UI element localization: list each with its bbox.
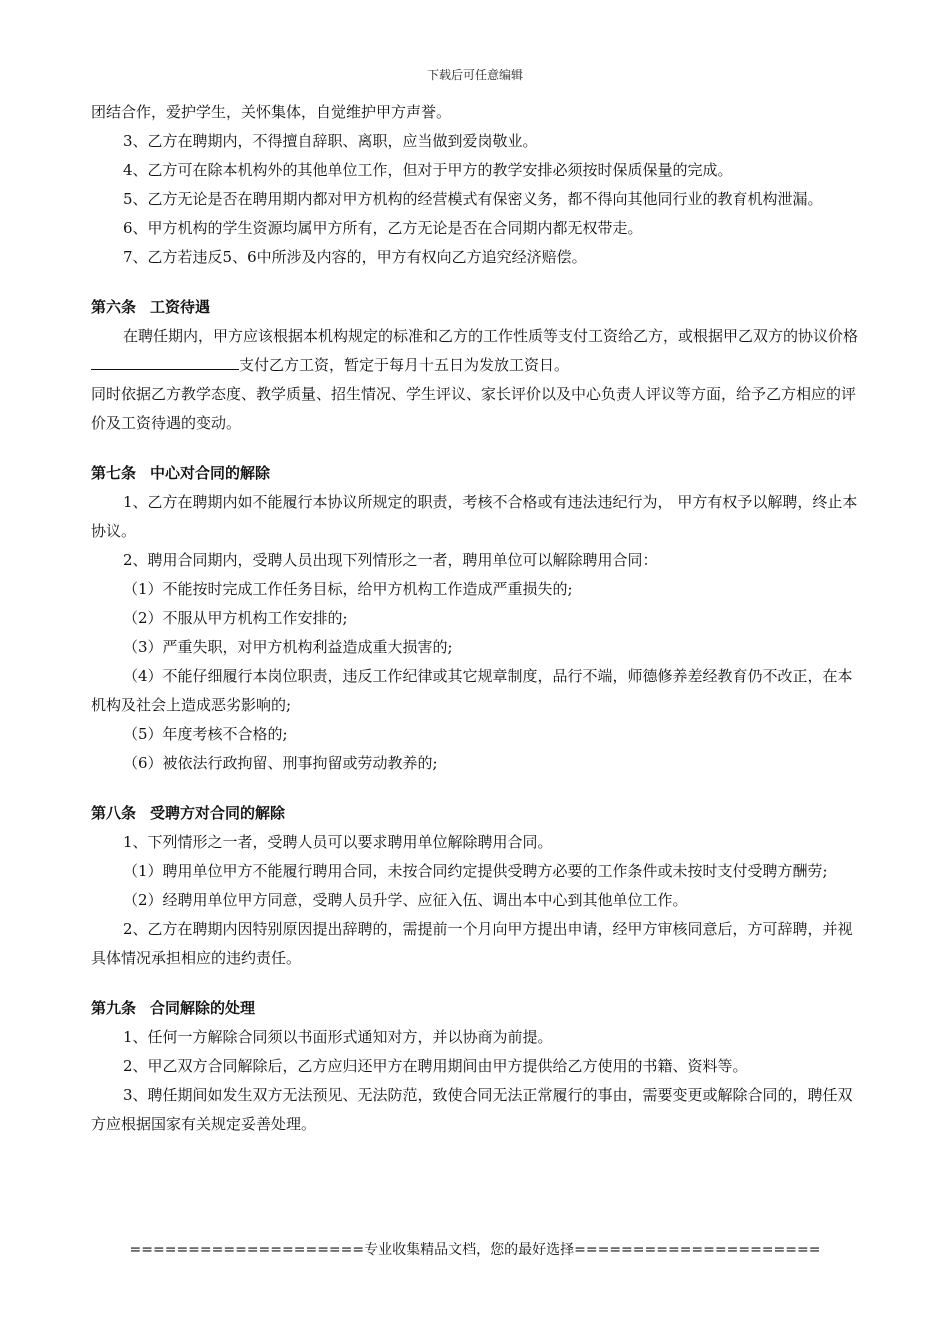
sub-item: （3）严重失职，对甲方机构利益造成重大损害的; — [123, 638, 453, 656]
section-number: 第七条 — [91, 464, 137, 482]
clause-item: 2、聘用合同期内，受聘人员出现下列情形之一者，聘用单位可以解除聘用合同： — [123, 551, 658, 569]
section-heading-9 — [91, 994, 861, 1023]
clause-item: 2、乙方在聘期内因特别原因提出辞聘的，需提前一个月向甲方提出申请，经甲方审核同意后，方可辞聘，并视具体情况承担相应的违约责任。 — [91, 920, 853, 967]
section-title: 合同解除的处理 — [150, 999, 256, 1017]
clause-paragraph: 同时依据乙方教学态度、教学质量、招生情况、学生评议、家长评价以及中心负责人评议等方面，给予乙方相应的评价及工资待遇的变动。 — [91, 385, 857, 432]
clause-item: 1、乙方在聘期内如不能履行本协议所规定的职责，考核不合格或有违法违纪行为， 甲方有权予以解聘，终止本协议。 — [91, 493, 858, 540]
clause-text: 在聘任期内，甲方应该根据本机构规定的标准和乙方的工作性质等支付工资给乙方，或根据甲乙双方的协议价格 — [123, 327, 859, 345]
section-number: 第六条 — [91, 298, 137, 316]
section-heading-7 — [91, 459, 861, 488]
clause-paragraph — [91, 322, 861, 380]
section-number: 第九条 — [91, 999, 137, 1017]
document-body — [91, 98, 861, 1139]
page-header: 下载后可任意编辑 — [426, 68, 523, 82]
section-title: 受聘方对合同的解除 — [150, 804, 286, 822]
sub-item: （2）不服从甲方机构工作安排的; — [123, 609, 348, 627]
section-number: 第八条 — [91, 804, 137, 822]
paragraph: 团结合作，爱护学生，关怀集体，自觉维护甲方声誉。 — [91, 103, 452, 121]
section-heading-8 — [91, 799, 861, 828]
sub-item: （1）聘用单位甲方不能履行聘用合同，未按合同约定提供受聘方必要的工作条件或未按时支付受聘方酬劳; — [123, 862, 828, 880]
clause-item: 5、乙方无论是否在聘用期内都对甲方机构的经营模式有保密义务，都不得向其他同行业的教育机构泄漏。 — [123, 190, 823, 208]
clause-item: 3、聘任期间如发生双方无法预见、无法防范，致使合同无法正常履行的事由，需要变更或解除合同的，聘任双方应根据国家有关规定妥善处理。 — [91, 1086, 853, 1133]
sub-item: （6）被依法行政拘留、刑事拘留或劳动教养的; — [123, 754, 438, 772]
clause-item: 3、乙方在聘期内，不得擅自辞职、离职，应当做到爱岗敬业。 — [123, 132, 538, 150]
clause-item: 6、甲方机构的学生资源均属甲方所有，乙方无论是否在合同期内都无权带走。 — [123, 219, 643, 237]
sub-item: （1）不能按时完成工作任务目标，给甲方机构工作造成严重损失的; — [123, 580, 573, 598]
clause-item: 7、乙方若违反5、6中所涉及内容的，甲方有权向乙方追究经济赔偿。 — [123, 248, 587, 266]
sub-item: （5）年度考核不合格的; — [123, 725, 288, 743]
clause-item: 1、任何一方解除合同须以书面形式通知对方，并以协商为前提。 — [123, 1028, 553, 1046]
sub-item: （2）经聘用单位甲方同意，受聘人员升学、应征入伍、调出本中心到其他单位工作。 — [123, 891, 688, 909]
section-title: 工资待遇 — [150, 298, 211, 316]
clause-item: 1、下列情形之一者，受聘人员可以要求聘用单位解除聘用合同。 — [123, 833, 553, 851]
section-title: 中心对合同的解除 — [150, 464, 271, 482]
clause-item: 2、甲乙双方合同解除后，乙方应归还甲方在聘用期间由甲方提供给乙方使用的书籍、资料等。 — [123, 1057, 748, 1075]
clause-item: 4、乙方可在除本机构外的其他单位工作，但对于甲方的教学安排必须按时保质保量的完成。 — [123, 161, 733, 179]
fill-in-blank — [91, 354, 239, 370]
clause-text: 支付乙方工资，暂定于每月十五日为发放工资日。 — [239, 356, 570, 374]
sub-item: （4）不能仔细履行本岗位职责，违反工作纪律或其它规章制度，品行不端，师德修养差经教育仍不改正，在本机构及社会上造成恶劣影响的; — [91, 667, 853, 714]
page-footer: ====================专业收集精品文档，您的最好选择===================== — [129, 1242, 821, 1258]
section-heading-6 — [91, 293, 861, 322]
